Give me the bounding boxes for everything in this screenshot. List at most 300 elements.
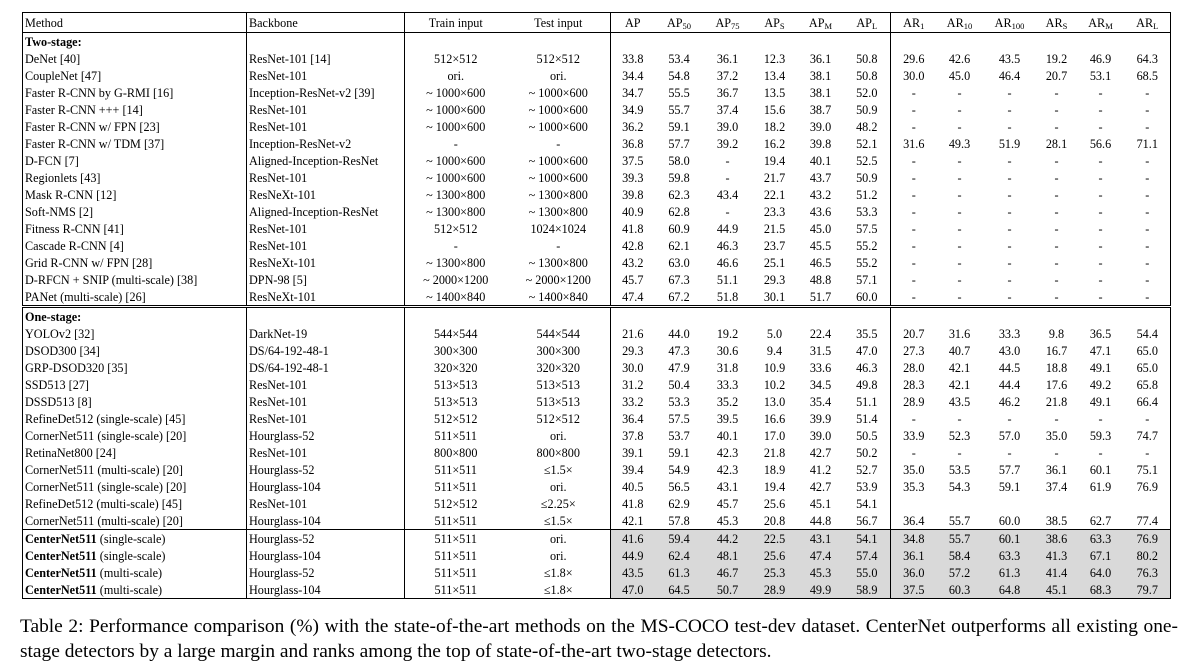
empty-cell xyxy=(1077,307,1125,326)
metric-cell: 37.8 xyxy=(611,427,655,444)
metric-cell: 45.0 xyxy=(809,221,832,236)
method-name-bold: CenterNet511 xyxy=(25,582,97,597)
metric-base: AP xyxy=(808,15,825,30)
empty-cell xyxy=(507,307,611,326)
metric-cell: 62.9 xyxy=(668,496,690,511)
metric-cell: 54.3 xyxy=(948,479,971,494)
metric-cell: 21.8 xyxy=(1045,394,1068,409)
metric-subscript: S xyxy=(1062,20,1068,31)
train-input-cell: 513×513 xyxy=(405,393,507,410)
header-backbone: Backbone xyxy=(247,13,405,33)
metric-cell: - xyxy=(891,186,937,203)
method-cell: D-FCN [7] xyxy=(23,152,247,169)
metric-cell: 21.8 xyxy=(763,445,786,460)
metric-cell: - xyxy=(1007,238,1012,253)
table-row xyxy=(23,135,1171,152)
metric-cell: 29.3 xyxy=(611,342,655,359)
metric-cell: - xyxy=(891,118,937,135)
backbone-cell: DS/64-192-48-1 xyxy=(247,359,405,376)
table-row xyxy=(23,101,1171,118)
metric-cell: - xyxy=(891,152,937,169)
metric-cell: - xyxy=(891,288,937,307)
metric-cell: - xyxy=(1125,101,1171,118)
backbone-cell: Hourglass-104 xyxy=(247,581,405,599)
method-cell xyxy=(23,547,247,564)
metric-cell: 61.9 xyxy=(1089,479,1112,494)
metric-cell: 60.1 xyxy=(983,530,1037,548)
metric-cell: 57.7 xyxy=(998,462,1021,477)
empty-cell xyxy=(798,307,844,326)
metric-cell: 64.3 xyxy=(1125,50,1171,67)
metric-cell: - xyxy=(1125,220,1171,237)
metric-cell: - xyxy=(1054,170,1059,185)
metric-cell: - xyxy=(1125,271,1171,288)
metric-cell: - xyxy=(957,170,962,185)
metric-cell: 18.2 xyxy=(763,119,786,134)
backbone-cell: ResNet-101 xyxy=(247,67,405,84)
metric-cell: 64.0 xyxy=(1077,564,1125,581)
metric-cell: 41.4 xyxy=(1037,564,1077,581)
table-row xyxy=(23,410,1171,427)
metric-cell: - xyxy=(957,153,962,168)
method-scale: (multi-scale) xyxy=(96,565,163,580)
metric-cell: - xyxy=(891,237,937,254)
metric-base: AP xyxy=(715,15,732,30)
method-cell: CoupleNet [47] xyxy=(23,67,247,84)
metric-cell: - xyxy=(1054,187,1059,202)
metric-cell: 76.9 xyxy=(1125,478,1171,495)
metric-cell: 42.7 xyxy=(809,479,832,494)
metric-cell: 53.3 xyxy=(856,204,878,219)
metric-cell: 36.1 xyxy=(891,547,937,564)
metric-cell: 29.6 xyxy=(891,50,937,67)
metric-cell: 16.2 xyxy=(763,136,786,151)
header-metric-arm xyxy=(1077,13,1125,33)
metric-cell: 35.2 xyxy=(716,394,739,409)
method-scale: (single-scale) xyxy=(96,548,166,563)
metric-cell: 54.9 xyxy=(668,462,690,477)
metric-cell: 45.3 xyxy=(716,513,739,528)
metric-cell: - xyxy=(1054,272,1059,287)
metric-cell: - xyxy=(1054,102,1059,117)
metric-cell: 31.8 xyxy=(716,360,739,375)
test-input-cell: 513×513 xyxy=(536,394,580,409)
method-cell: DeNet [40] xyxy=(23,50,247,67)
metric-cell: 57.5 xyxy=(668,411,690,426)
metric-subscript: S xyxy=(779,20,785,31)
empty-cell xyxy=(507,33,611,51)
backbone-cell: ResNet-101 xyxy=(247,444,405,461)
metric-cell: 31.2 xyxy=(611,376,655,393)
metric-cell: - xyxy=(725,170,730,185)
metric-cell: 58.0 xyxy=(668,153,690,168)
metric-cell: 62.3 xyxy=(668,187,690,202)
train-input-cell: 511×511 xyxy=(405,427,507,444)
metric-cell: 39.5 xyxy=(716,411,739,426)
train-input-cell: ~ 1300×800 xyxy=(405,186,507,203)
metric-cell: 58.9 xyxy=(844,581,891,599)
metric-cell: - xyxy=(891,444,937,461)
metric-cell: 45.1 xyxy=(1037,581,1077,599)
metric-base: AR xyxy=(946,15,964,30)
metric-cell: - xyxy=(957,85,962,100)
metric-cell: 36.1 xyxy=(1045,462,1068,477)
metric-base: AR xyxy=(903,15,921,30)
empty-cell xyxy=(983,307,1037,326)
empty-cell xyxy=(798,33,844,51)
header-metric-apm xyxy=(798,13,844,33)
empty-cell xyxy=(937,33,983,51)
metric-cell: 51.1 xyxy=(716,272,739,287)
metric-cell: 37.4 xyxy=(1045,479,1068,494)
metric-cell: 44.9 xyxy=(611,547,655,564)
train-input-cell: 512×512 xyxy=(405,410,507,427)
metric-cell: 61.3 xyxy=(655,564,704,581)
metric-cell: - xyxy=(1098,221,1103,236)
table-row xyxy=(23,342,1171,359)
metric-cell: 44.4 xyxy=(998,377,1021,392)
test-input-cell: - xyxy=(556,136,561,151)
metric-cell: - xyxy=(725,204,730,219)
metric-cell: 36.1 xyxy=(809,51,832,66)
metric-cell: 35.0 xyxy=(891,461,937,478)
metric-cell: 22.4 xyxy=(809,326,832,341)
metric-cell: 50.4 xyxy=(668,377,690,392)
metric-cell: 53.9 xyxy=(856,479,878,494)
metric-cell: 50.9 xyxy=(856,170,878,185)
metric-cell: 47.4 xyxy=(611,288,655,307)
table-row xyxy=(23,186,1171,203)
metric-cell: 45.3 xyxy=(798,564,844,581)
metric-cell: - xyxy=(1125,169,1171,186)
train-input-cell: 300×300 xyxy=(405,342,507,359)
metric-cell: 54.1 xyxy=(856,496,878,511)
metric-base: AP xyxy=(764,15,780,30)
metric-cell: 55.5 xyxy=(668,85,690,100)
metric-cell: 56.6 xyxy=(1089,136,1112,151)
metric-cell: 44.9 xyxy=(716,221,739,236)
metric-cell: 42.3 xyxy=(716,462,739,477)
metric-cell: 31.5 xyxy=(809,343,832,358)
backbone-cell: ResNet-101 xyxy=(247,393,405,410)
train-input-cell: ~ 1000×600 xyxy=(405,169,507,186)
backbone-cell: ResNet-101 xyxy=(247,237,405,254)
metric-cell: 29.3 xyxy=(763,272,786,287)
metric-cell: 43.5 xyxy=(948,394,971,409)
metric-cell: - xyxy=(1007,411,1012,426)
metric-cell: 36.2 xyxy=(611,118,655,135)
metric-cell: - xyxy=(957,272,962,287)
metric-cell: - xyxy=(1098,238,1103,253)
metric-cell: 35.5 xyxy=(856,326,878,341)
test-input-cell: 1024×1024 xyxy=(530,221,587,236)
metric-cell: 40.1 xyxy=(716,428,739,443)
test-input-cell: ~ 1000×600 xyxy=(528,119,588,134)
empty-cell xyxy=(704,307,752,326)
metric-cell: - xyxy=(1098,85,1103,100)
metric-cell: 68.5 xyxy=(1125,67,1171,84)
table-row xyxy=(23,67,1171,84)
metric-cell: - xyxy=(1098,102,1103,117)
metric-cell: 44.2 xyxy=(704,530,752,548)
metric-cell: 40.5 xyxy=(611,478,655,495)
metric-cell: - xyxy=(957,411,962,426)
table-row xyxy=(23,288,1171,307)
test-input-cell: 513×513 xyxy=(536,377,580,392)
metric-cell: - xyxy=(1098,187,1103,202)
metric-cell: - xyxy=(1054,411,1059,426)
metric-cell: 49.8 xyxy=(856,377,878,392)
method-cell: CornerNet511 (single-scale) [20] xyxy=(23,427,247,444)
backbone-cell: ResNet-101 [14] xyxy=(247,50,405,67)
backbone-cell: ResNet-101 xyxy=(247,220,405,237)
backbone-cell: Hourglass-104 xyxy=(247,512,405,530)
metric-cell: - xyxy=(891,271,937,288)
method-name-bold: CenterNet511 xyxy=(25,531,97,546)
metric-cell: 21.7 xyxy=(763,170,786,185)
metric-cell: 52.5 xyxy=(856,153,878,168)
metric-cell: - xyxy=(891,169,937,186)
metric-cell: 28.9 xyxy=(891,393,937,410)
test-input-cell: ≤1.5× xyxy=(543,513,573,528)
header-metric-ar1 xyxy=(891,13,937,33)
metric-cell: - xyxy=(1125,203,1171,220)
backbone-cell: Aligned-Inception-ResNet xyxy=(247,152,405,169)
metric-cell: - xyxy=(1125,237,1171,254)
metric-cell: - xyxy=(957,187,962,202)
metric-cell: 55.7 xyxy=(948,513,971,528)
method-scale: (single-scale) xyxy=(96,531,166,546)
metric-cell: 67.1 xyxy=(1077,547,1125,564)
metric-cell: 31.6 xyxy=(891,135,937,152)
backbone-cell: ResNeXt-101 xyxy=(247,288,405,307)
train-input-cell: 544×544 xyxy=(405,325,507,342)
test-input-cell: ~ 1300×800 xyxy=(528,204,588,219)
train-input-cell: - xyxy=(405,135,507,152)
metric-cell: 28.1 xyxy=(1045,136,1068,151)
table-row xyxy=(23,254,1171,271)
metric-cell: - xyxy=(1007,153,1012,168)
empty-cell xyxy=(1125,307,1171,326)
table-body xyxy=(23,33,1171,599)
metric-cell: 44.0 xyxy=(668,326,690,341)
metric-cell: 65.8 xyxy=(1125,376,1171,393)
train-input-cell: ~ 2000×1200 xyxy=(405,271,507,288)
metric-cell: - xyxy=(1007,272,1012,287)
test-input-cell: 300×300 xyxy=(536,343,580,358)
metric-cell: - xyxy=(1125,118,1171,135)
empty-cell xyxy=(891,307,937,326)
metric-cell: 40.7 xyxy=(948,343,971,358)
metric-cell: 36.4 xyxy=(891,512,937,530)
metric-cell: 57.0 xyxy=(998,428,1021,443)
metric-cell: 60.0 xyxy=(856,289,878,304)
metric-cell: 36.1 xyxy=(716,51,739,66)
metric-cell: - xyxy=(957,289,962,304)
test-input-cell: 512×512 xyxy=(536,51,580,66)
metric-cell: - xyxy=(1054,445,1059,460)
metric-cell: 46.4 xyxy=(998,68,1021,83)
method-cell: DSSD513 [8] xyxy=(23,393,247,410)
metric-cell xyxy=(983,495,1037,512)
metric-cell: 43.1 xyxy=(716,479,739,494)
test-input-cell: 800×800 xyxy=(536,445,580,460)
method-cell: RetinaNet800 [24] xyxy=(23,444,247,461)
metric-cell: 54.4 xyxy=(1125,325,1171,342)
metric-cell: 33.8 xyxy=(611,50,655,67)
backbone-cell: ResNet-101 xyxy=(247,376,405,393)
train-input-cell: ~ 1000×600 xyxy=(405,152,507,169)
metric-cell: 63.3 xyxy=(983,547,1037,564)
metric-cell: 34.8 xyxy=(891,530,937,548)
test-input-cell: ~ 1000×600 xyxy=(528,85,588,100)
results-table xyxy=(22,12,1171,599)
metric-cell: - xyxy=(1054,119,1059,134)
test-input-cell: ori. xyxy=(549,68,567,83)
metric-cell: 39.3 xyxy=(611,169,655,186)
metric-cell: 9.8 xyxy=(1048,326,1065,341)
empty-cell xyxy=(983,33,1037,51)
method-cell: Regionlets [43] xyxy=(23,169,247,186)
metric-cell: 66.4 xyxy=(1125,393,1171,410)
metric-cell: 55.7 xyxy=(668,102,690,117)
metric-cell: 50.5 xyxy=(856,428,878,443)
table-row xyxy=(23,376,1171,393)
metric-cell: 45.1 xyxy=(809,496,832,511)
metric-cell: 15.6 xyxy=(763,102,786,117)
metric-cell: - xyxy=(1007,187,1012,202)
metric-cell: 5.0 xyxy=(766,326,783,341)
metric-cell: - xyxy=(1007,102,1012,117)
metric-cell: - xyxy=(1125,186,1171,203)
metric-cell: 44.5 xyxy=(998,360,1021,375)
method-cell: Grid R-CNN w/ FPN [28] xyxy=(23,254,247,271)
backbone-cell: ResNeXt-101 xyxy=(247,254,405,271)
metric-cell: - xyxy=(1054,153,1059,168)
metric-cell: 42.3 xyxy=(716,445,739,460)
metric-cell: 62.7 xyxy=(1089,513,1112,528)
metric-cell: - xyxy=(891,203,937,220)
metric-cell: 19.4 xyxy=(763,153,786,168)
metric-cell xyxy=(1077,495,1125,512)
metric-cell: - xyxy=(1054,221,1059,236)
metric-cell: 48.1 xyxy=(704,547,752,564)
metric-cell: 39.4 xyxy=(611,461,655,478)
metric-cell: 67.3 xyxy=(668,272,690,287)
table-row xyxy=(23,169,1171,186)
metric-cell: - xyxy=(1054,85,1059,100)
metric-cell: 9.4 xyxy=(766,343,783,358)
metric-cell: 43.0 xyxy=(998,343,1021,358)
metric-cell: 39.0 xyxy=(716,119,739,134)
metric-cell xyxy=(1125,495,1171,512)
metric-base: AR xyxy=(1045,15,1063,30)
table-row xyxy=(23,444,1171,461)
metric-cell: 39.0 xyxy=(809,119,832,134)
table-row xyxy=(23,478,1171,495)
metric-cell: - xyxy=(1098,204,1103,219)
backbone-cell: Hourglass-52 xyxy=(247,461,405,478)
metric-cell: 25.6 xyxy=(752,547,798,564)
metric-cell: - xyxy=(725,153,730,168)
method-scale: (multi-scale) xyxy=(96,582,163,597)
metric-cell: 33.3 xyxy=(998,326,1021,341)
metric-cell: 42.1 xyxy=(948,377,971,392)
metric-cell: 59.4 xyxy=(655,530,704,548)
train-input-cell: 512×512 xyxy=(405,220,507,237)
metric-cell: 65.0 xyxy=(1125,342,1171,359)
test-input-cell: ~ 1000×600 xyxy=(528,153,588,168)
train-input-cell: ori. xyxy=(405,67,507,84)
metric-cell: - xyxy=(1007,204,1012,219)
metric-cell: 49.1 xyxy=(1089,394,1112,409)
metric-cell: 77.4 xyxy=(1125,512,1171,530)
metric-cell: 19.4 xyxy=(763,479,786,494)
train-input-cell: 513×513 xyxy=(405,376,507,393)
metric-cell: 51.4 xyxy=(856,411,878,426)
metric-cell: 68.3 xyxy=(1077,581,1125,599)
train-input-cell: ~ 1000×600 xyxy=(405,101,507,118)
empty-cell xyxy=(704,33,752,51)
metric-cell: 79.7 xyxy=(1125,581,1171,599)
train-input-cell: ~ 1300×800 xyxy=(405,254,507,271)
test-input-cell: ~ 1000×600 xyxy=(528,170,588,185)
empty-cell xyxy=(844,307,891,326)
backbone-cell: Hourglass-104 xyxy=(247,547,405,564)
metric-cell: 17.0 xyxy=(763,428,786,443)
test-input-cell: ori. xyxy=(549,548,567,563)
metric-cell: 80.2 xyxy=(1125,547,1171,564)
metric-cell: 39.9 xyxy=(809,411,832,426)
train-input-cell: 511×511 xyxy=(405,581,507,599)
metric-cell: 59.1 xyxy=(668,445,690,460)
metric-cell: - xyxy=(891,254,937,271)
metric-cell: 53.5 xyxy=(948,462,971,477)
method-cell: DSOD300 [34] xyxy=(23,342,247,359)
metric-cell: 36.4 xyxy=(611,410,655,427)
metric-cell: 43.2 xyxy=(809,187,832,202)
metric-subscript: 75 xyxy=(731,20,740,31)
metric-cell: - xyxy=(1098,272,1103,287)
metric-cell: 37.2 xyxy=(716,68,739,83)
train-input-cell: 511×511 xyxy=(405,478,507,495)
train-input-cell: ~ 1300×800 xyxy=(405,203,507,220)
metric-cell: 21.6 xyxy=(611,325,655,342)
empty-cell xyxy=(247,33,405,51)
metric-cell: - xyxy=(1125,254,1171,271)
test-input-cell: ~ 2000×1200 xyxy=(525,272,591,287)
metric-subscript: L xyxy=(871,20,878,31)
metric-cell: 43.7 xyxy=(809,170,832,185)
table-row xyxy=(23,271,1171,288)
test-input-cell: ~ 1400×840 xyxy=(528,289,588,304)
method-cell: SSD513 [27] xyxy=(23,376,247,393)
metric-cell: - xyxy=(957,238,962,253)
table-row xyxy=(23,237,1171,254)
metric-base: AP xyxy=(624,15,641,30)
metric-cell: 76.3 xyxy=(1125,564,1171,581)
metric-cell: 38.1 xyxy=(809,68,832,83)
metric-cell: - xyxy=(957,221,962,236)
metric-cell: - xyxy=(1125,288,1171,307)
method-name-bold: CenterNet511 xyxy=(25,548,97,563)
train-input-cell: ~ 1400×840 xyxy=(405,288,507,307)
metric-cell: 51.8 xyxy=(716,289,739,304)
backbone-cell: ResNet-101 xyxy=(247,410,405,427)
metric-cell: 61.3 xyxy=(983,564,1037,581)
metric-cell: 45.5 xyxy=(809,238,832,253)
backbone-cell: Inception-ResNet-v2 [39] xyxy=(247,84,405,101)
